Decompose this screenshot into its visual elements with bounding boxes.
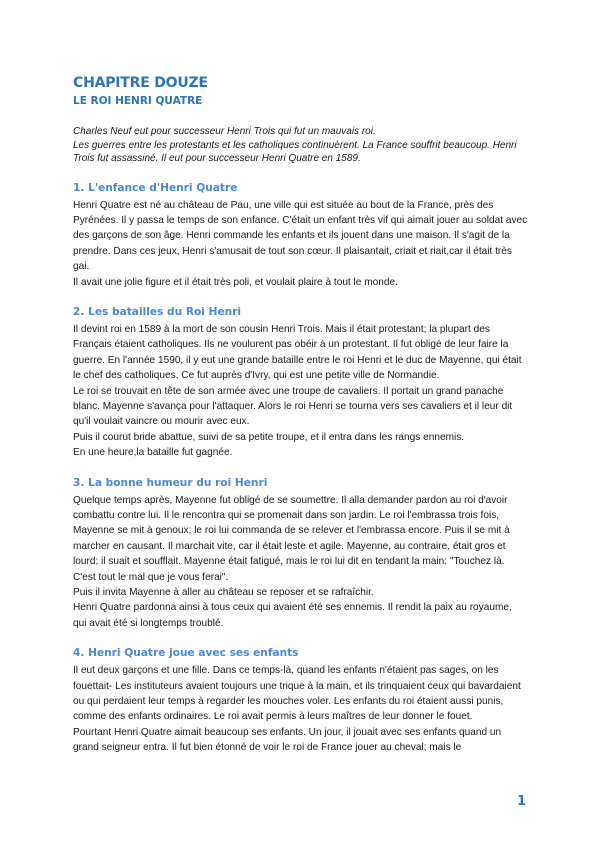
- paragraph: Pourtant Henri Quatre aimait beaucoup ses enfants. Un jour, il jouait avec ses enfants quand un grand seigneur entra. Il fut bien étonné de voir le roi de France jouer au cheval; mais le: [73, 726, 502, 754]
- section-title: 2. Les batailles du Roi Henri: [73, 305, 242, 318]
- paragraph: Henri Quatre est né au château de Pau, une ville qui est située au bout de la France, près des Pyrénées. Il y passa le temps de son enfance. C'était un enfant très vif qui aimait jouer au soldat avec des garçons de son âge. Henri commande les enfants et ils jouent dans une maison. Il s'agit de la prendre. Dans ces jeux, Henri s'amusait de tout son cœur. Il plaisantait, criait et riait,car il était très gai.: [73, 199, 528, 273]
- section-body: [73, 493, 528, 632]
- paragraph: Henri Quatre pardonna ainsi à tous ceux qui avaient été ses ennemis. Il rendit la paix au royaume, qui avait été si longtemps troublé.: [73, 602, 512, 629]
- section-body: [73, 322, 528, 461]
- paragraph: Il eut deux garçons et une fille. Dans ce temps-là, quand les enfants n'étaient pas sages, on les fouettait- Les instituteurs avaient toujours une trique à la main, et ils trinquaient ceux qui bavardaient ou qui perdaient leur temps à regarder les mouches voler. Les enfants du roi étaient aussi punis, comme des enfants ordinaires. Le roi avait permis à leurs maîtres de leur donner le fouet.: [73, 665, 521, 723]
- paragraph: Puis il invita Mayenne à aller au château se reposer et se rafraîchir.: [73, 587, 374, 599]
- section-bonne-humeur: [73, 476, 528, 632]
- paragraph: Il devint roi en 1589 à la mort de son cousin Henri Trois. Mais il était protestant; la plupart des Français étaient catholiques. Ils ne voulurent pas obéir à un protestant. Il fut obligé de leur faire la guerre. En l'année 1590, il y eut une grande bataille entre le roi Henri et le duc de Mayenne, qui était le chef des catholiques, Ce fut auprès d'Ivry, qui est une petite ville de Normandie.: [73, 323, 522, 382]
- chapter-subtitle: LE ROI HENRI QUATRE: [73, 95, 203, 107]
- paragraph: Le roi se trouvait en tête de son armée avec une troupe de cavaliers. Il portait un grand panache blanc. Mayenne s'avança pour l'attaquer. Alors le roi Henri se tourna vers ses cavaliers et il leur dit qu'il voulait vaincre ou mourir avec eux.: [73, 385, 513, 428]
- paragraph: En une heure,la bataille fut gagnée.: [73, 447, 233, 459]
- section-title: 1. L'enfance d'Henri Quatre: [73, 181, 238, 194]
- section-title: 3. La bonne humeur du roi Henri: [73, 476, 268, 489]
- section-batailles: [73, 305, 528, 461]
- chapter-title: CHAPITRE DOUZE: [73, 75, 208, 91]
- section-body: [73, 663, 528, 755]
- section-title: 4. Henri Quatre joue avec ses enfants: [73, 647, 299, 660]
- intro-line: Les guerres entre les protestants et les catholiques continuèrent. La France souffrit beaucoup. Henri Trois fut assassiné. Il eut pour successeur Henri Quatre en 1589.: [73, 139, 517, 164]
- page-content: [73, 74, 528, 756]
- section-enfance: [73, 181, 528, 290]
- intro-line: Charles Neuf eut pour successeur Henri Trois qui fut un mauvais roi.: [73, 126, 376, 137]
- paragraph: Quelque temps après, Mayenne fut obligé de se soumettre. Il alla demander pardon au roi d'avoir combattu contre lui. Il le rencontra qui se promenait dans son jardin. Le roi l'embrassa trois fois, Mayenne se mit à genoux; le roi lui commanda de se relever et l'embrassa encore. Puis il se mit à marcher en causant. Il marchait vite, car il était leste et agile. Mayenne, au contraire, était gros et lourd; il suait et soufflait. Mayenne était fatigué, mais le roi lui dit en tendant la main: "Touchez là. C'est tout le mal que je vous ferai".: [73, 494, 510, 583]
- paragraph: Il avait une jolie figure et il était très poli, et voulait plaire à tout le monde.: [73, 276, 398, 288]
- page-number: 1: [517, 794, 527, 809]
- chapter-intro: [73, 125, 528, 166]
- section-body: [73, 198, 528, 290]
- section-enfants: [73, 646, 528, 755]
- paragraph: Puis il courut bride abattue, suivi de sa petite troupe, et il entra dans les rangs ennemis.: [73, 431, 465, 443]
